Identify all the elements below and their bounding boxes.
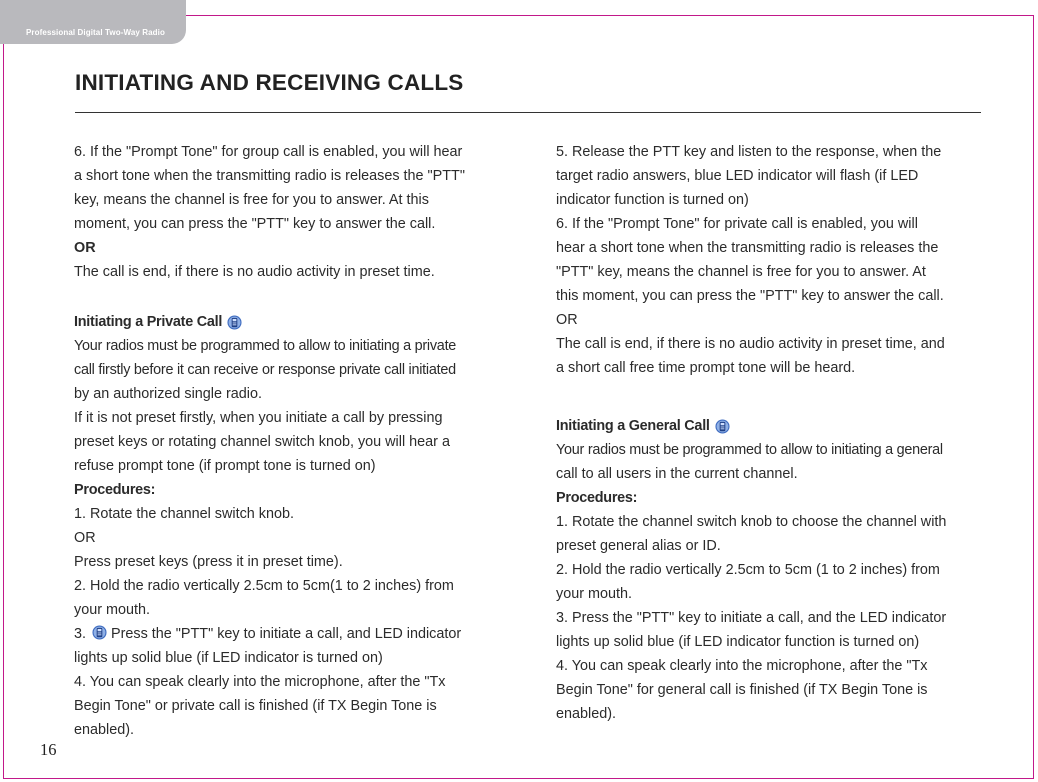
left-text-line: call firstly before it can receive or response private call initiated bbox=[74, 362, 456, 378]
procedures-label: Procedures: bbox=[74, 482, 156, 498]
page-number: 16 bbox=[40, 740, 57, 759]
step-3-number: 3. bbox=[74, 626, 87, 642]
right-text-line: call to all users in the current channel. bbox=[556, 466, 798, 482]
private-call-heading bbox=[74, 310, 504, 334]
right-text-line: Your radios must be programmed to allow to initiating a general bbox=[556, 442, 943, 458]
left-text-line: 2. Hold the radio vertically 2.5cm to 5cm(1 to 2 inches) from bbox=[74, 578, 454, 594]
left-text-line: key, means the channel is free for you to answer. At this bbox=[74, 192, 429, 208]
step-3-text: Press the "PTT" key to initiate a call, and LED indicator bbox=[111, 626, 462, 642]
right-text-line: lights up solid blue (if LED indicator function is turned on) bbox=[556, 634, 920, 650]
left-text-line: 1. Rotate the channel switch knob. bbox=[74, 506, 294, 522]
left-text-line: a short tone when the transmitting radio is releases the "PTT" bbox=[74, 168, 465, 184]
right-text-line: The call is end, if there is no audio activity in preset time, and bbox=[556, 336, 945, 352]
general-call-heading bbox=[556, 414, 986, 438]
radio-icon bbox=[92, 625, 107, 640]
right-text-line: a short call free time prompt tone will be heard. bbox=[556, 360, 856, 376]
left-text-line: Begin Tone" or private call is finished (if TX Begin Tone is bbox=[74, 698, 437, 714]
right-text-line: target radio answers, blue LED indicator will flash (if LED bbox=[556, 168, 919, 184]
left-text-line: 6. If the "Prompt Tone" for group call is enabled, you will hear bbox=[74, 144, 463, 160]
right-text-line: 5. Release the PTT key and listen to the response, when the bbox=[556, 144, 942, 160]
private-call-heading-text: Initiating a Private Call bbox=[74, 314, 223, 330]
or-label: OR bbox=[556, 312, 578, 328]
right-text-line: preset general alias or ID. bbox=[556, 538, 721, 554]
left-text-line: lights up solid blue (if LED indicator is turned on) bbox=[74, 650, 383, 666]
right-text-line: "PTT" key, means the channel is free for you to answer. At bbox=[556, 264, 926, 280]
left-text-line: 4. You can speak clearly into the microphone, after the "Tx bbox=[74, 674, 446, 690]
right-text-line: Begin Tone" for general call is finished (if TX Begin Tone is bbox=[556, 682, 928, 698]
right-text-line: 2. Hold the radio vertically 2.5cm to 5cm (1 to 2 inches) from bbox=[556, 562, 940, 578]
right-text-line: 1. Rotate the channel switch knob to choose the channel with bbox=[556, 514, 947, 530]
right-text-line: your mouth. bbox=[556, 586, 632, 602]
right-text-line: 6. If the "Prompt Tone" for private call is enabled, you will bbox=[556, 216, 918, 232]
left-column bbox=[74, 140, 504, 742]
left-text-line: Press preset keys (press it in preset time). bbox=[74, 554, 343, 570]
header-tab bbox=[0, 0, 186, 44]
right-text-line: enabled). bbox=[556, 706, 617, 722]
left-text-line: your mouth. bbox=[74, 602, 150, 618]
or-label: OR bbox=[74, 240, 96, 256]
left-text-line: enabled). bbox=[74, 722, 135, 738]
left-text-line: preset keys or rotating channel switch knob, you will hear a bbox=[74, 434, 450, 450]
right-text-line: 4. You can speak clearly into the microphone, after the "Tx bbox=[556, 658, 928, 674]
right-text-line: this moment, you can press the "PTT" key to answer the call. bbox=[556, 288, 944, 304]
left-text-line: Your radios must be programmed to allow to initiating a private bbox=[74, 338, 457, 354]
right-text-line: hear a short tone when the transmitting radio is releases the bbox=[556, 240, 939, 256]
title-divider bbox=[75, 112, 981, 113]
left-text-line: by an authorized single radio. bbox=[74, 386, 262, 402]
left-text-line: If it is not preset firstly, when you initiate a call by pressing bbox=[74, 410, 443, 426]
right-text-line: indicator function is turned on) bbox=[556, 192, 749, 208]
general-call-heading-text: Initiating a General Call bbox=[556, 418, 710, 434]
procedures-label: Procedures: bbox=[556, 490, 638, 506]
radio-icon bbox=[715, 419, 730, 434]
left-text-line: refuse prompt tone (if prompt tone is turned on) bbox=[74, 458, 376, 474]
step-3-line bbox=[74, 622, 504, 646]
page-title: INITIATING AND RECEIVING CALLS bbox=[75, 70, 464, 95]
left-text-line: The call is end, if there is no audio activity in preset time. bbox=[74, 264, 435, 280]
radio-icon bbox=[227, 315, 242, 330]
header-tab-text: Professional Digital Two-Way Radio bbox=[26, 28, 165, 37]
right-text-line: 3. Press the "PTT" key to initiate a call, and the LED indicator bbox=[556, 610, 947, 626]
or-label: OR bbox=[74, 530, 96, 546]
right-column bbox=[556, 140, 986, 726]
left-text-line: moment, you can press the "PTT" key to answer the call. bbox=[74, 216, 436, 232]
